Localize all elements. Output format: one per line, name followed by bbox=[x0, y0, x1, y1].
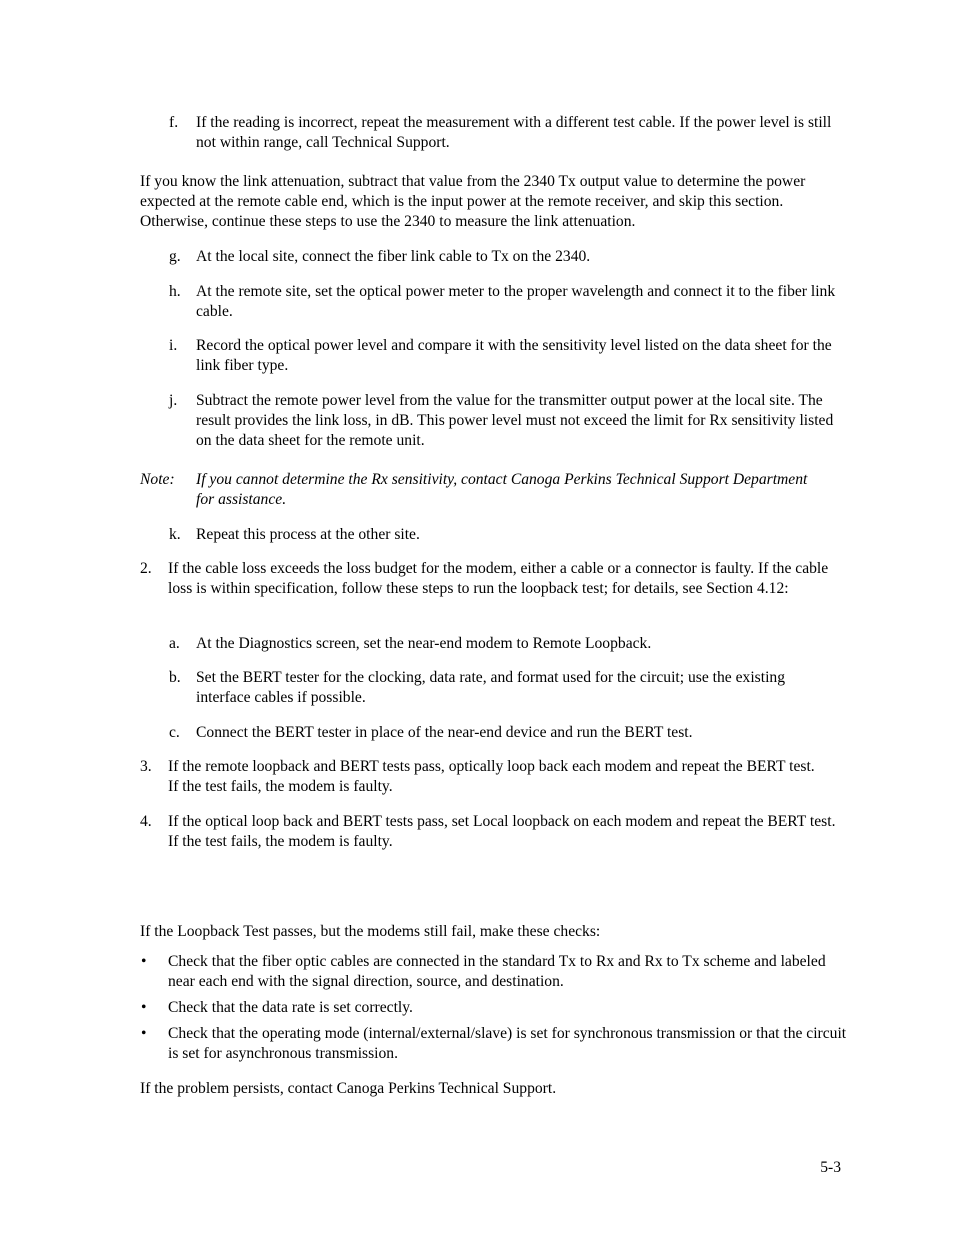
bullet-icon: • bbox=[141, 953, 147, 970]
step-marker: j. bbox=[169, 392, 178, 409]
bullet-icon: • bbox=[141, 1025, 147, 1042]
step-text: If the optical loop back and BERT tests pass, set Local loopback on each modem and repeat the BERT test. If the test fails, the modem is faulty. bbox=[168, 813, 836, 850]
step-text: Connect the BERT tester in place of the near-end device and run the BERT test. bbox=[196, 724, 693, 741]
step-text: At the remote site, set the optical power meter to the proper wavelength and connect it to the fiber link cable. bbox=[196, 283, 836, 320]
bullet-text: Check that the data rate is set correctly. bbox=[168, 999, 413, 1016]
step-marker: f. bbox=[169, 114, 179, 131]
step-text: Set the BERT tester for the clocking, data rate, and format used for the circuit; use the existing interface cables if possible. bbox=[196, 669, 785, 706]
step-marker: a. bbox=[169, 635, 180, 652]
note-text: If you cannot determine the Rx sensitivity, contact Canoga Perkins Technical Support Department for assistance. bbox=[196, 471, 808, 508]
bullet-text: Check that the fiber optic cables are connected in the standard Tx to Rx and Rx to Tx scheme and labeled near each end with the signal direction, source, and destination. bbox=[168, 953, 826, 990]
step-marker: k. bbox=[169, 526, 181, 543]
step-marker: h. bbox=[169, 283, 181, 300]
note-label: Note: bbox=[140, 471, 175, 488]
step-marker: g. bbox=[169, 248, 181, 265]
step-text: If the cable loss exceeds the loss budget for the modem, either a cable or a connector is faulty. If the cable loss is within specification, follow these steps to run the loopback test; for details, see Section 4.12: bbox=[168, 560, 829, 597]
bullet-icon: • bbox=[141, 999, 147, 1016]
step-text: At the Diagnostics screen, set the near-end modem to Remote Loopback. bbox=[196, 635, 652, 652]
step-text: If the reading is incorrect, repeat the measurement with a different test cable. If the power level is still not within range, call Technical Support. bbox=[196, 114, 832, 151]
step-marker: c. bbox=[169, 724, 180, 741]
paragraph-persists: If the problem persists, contact Canoga Perkins Technical Support. bbox=[140, 1080, 557, 1097]
step-text: Record the optical power level and compare it with the sensitivity level listed on the data sheet for the link fiber type. bbox=[196, 337, 832, 374]
step-text: Repeat this process at the other site. bbox=[196, 526, 420, 543]
step-marker: 2. bbox=[140, 560, 152, 577]
step-marker: i. bbox=[169, 337, 178, 354]
bullet-text: Check that the operating mode (internal/external/slave) is set for synchronous transmission or that the circuit is set for asynchronous transmission. bbox=[168, 1025, 847, 1062]
step-text: Subtract the remote power level from the value for the transmitter output power at the local site. The result provides the link loss, in dB. This power level must not exceed the limit for Rx sensitivity listed on the data sheet for the remote unit. bbox=[196, 392, 834, 449]
step-text: At the local site, connect the fiber link cable to Tx on the 2340. bbox=[196, 248, 591, 265]
page-number: 5-3 bbox=[820, 1159, 841, 1176]
step-marker: 3. bbox=[140, 758, 152, 775]
paragraph-checks-intro: If the Loopback Test passes, but the modems still fail, make these checks: bbox=[140, 923, 601, 940]
step-marker: 4. bbox=[140, 813, 152, 830]
step-text: If the remote loopback and BERT tests pass, optically loop back each modem and repeat the BERT test. If the test fails, the modem is faulty. bbox=[168, 758, 815, 795]
paragraph-attenuation: If you know the link attenuation, subtract that value from the 2340 Tx output value to determine the power expected at the remote cable end, which is the input power at the remote receiver, and skip this section. Otherwise, continue these steps to use the 2340 to measure the link attenuation. bbox=[140, 173, 806, 230]
step-marker: b. bbox=[169, 669, 181, 686]
